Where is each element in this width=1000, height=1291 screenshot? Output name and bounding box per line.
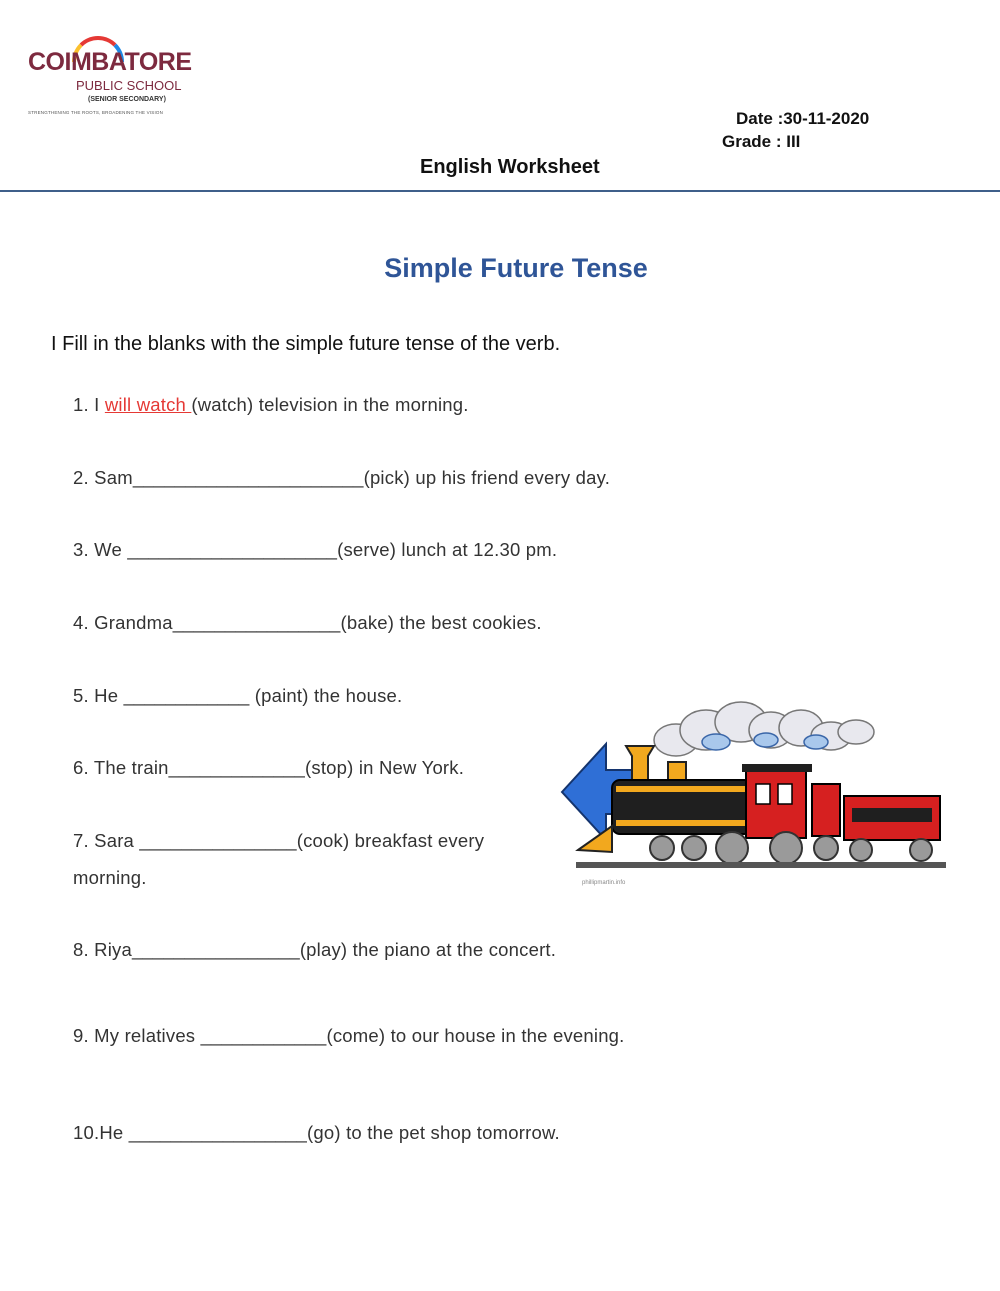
school-logo: [28, 34, 192, 124]
answer-text: will watch: [104, 394, 192, 415]
question-4: [73, 612, 542, 634]
train-illustration: [556, 700, 951, 895]
school-tagline: STRENGTHENING THE ROOTS, BROADENING THE VISION: [28, 110, 164, 115]
school-level: (SENIOR SECONDARY): [88, 96, 166, 103]
question-2: [73, 467, 610, 489]
question-text: (watch) television in the morning.: [191, 394, 469, 415]
question-number: 9. My relatives: [73, 1025, 201, 1046]
answer-blank[interactable]: ____________________: [127, 539, 338, 560]
question-number: 3. We: [73, 539, 128, 560]
image-credit: phillipmartin.info: [582, 880, 626, 886]
question-text: (go) to the pet shop tomorrow.: [307, 1122, 560, 1143]
question-text: (paint) the house.: [249, 685, 403, 706]
question-5: [73, 685, 402, 707]
question-3: [73, 539, 557, 561]
question-6: [73, 757, 464, 779]
answer-blank[interactable]: _____________: [168, 757, 306, 778]
answer-blank[interactable]: ____________: [123, 685, 250, 706]
answer-blank[interactable]: ____________: [200, 1025, 327, 1046]
answer-blank[interactable]: ______________________: [132, 467, 364, 488]
question-number: 8. Riya: [73, 939, 132, 960]
worksheet-title: English Worksheet: [420, 156, 600, 178]
train-icon: [556, 700, 951, 895]
question-text: (pick) up his friend every day.: [363, 467, 611, 488]
answer-blank[interactable]: _______________: [139, 830, 297, 851]
question-9: [73, 1025, 625, 1047]
question-number: 7. Sara: [73, 830, 140, 851]
question-7-continued: morning.: [73, 867, 147, 888]
header-divider: [0, 190, 1000, 192]
answer-blank[interactable]: ________________: [172, 612, 341, 633]
question-text: (stop) in New York.: [305, 757, 465, 778]
question-8: [73, 939, 556, 961]
answer-blank[interactable]: _________________: [128, 1122, 308, 1143]
school-name: COIMBATORE: [28, 48, 192, 76]
page-title: Simple Future Tense: [384, 253, 648, 283]
question-text: (bake) the best cookies.: [340, 612, 542, 633]
question-text: (cook) breakfast every: [296, 830, 485, 851]
question-number: 1. I: [73, 394, 105, 415]
instruction-text: I Fill in the blanks with the simple future tense of the verb.: [51, 333, 561, 355]
question-7: [73, 830, 484, 852]
question-text: (come) to our house in the evening.: [326, 1025, 625, 1046]
question-number: 6. The train: [73, 757, 169, 778]
question-number: 2. Sam: [73, 467, 133, 488]
question-1: [73, 394, 469, 416]
question-number: 5. He: [73, 685, 124, 706]
question-text: (serve) lunch at 12.30 pm.: [337, 539, 558, 560]
question-text: (play) the piano at the concert.: [299, 939, 557, 960]
date-label: Date :30-11-2020: [736, 109, 870, 128]
question-number: 10.He: [73, 1122, 129, 1143]
answer-blank[interactable]: ________________: [131, 939, 300, 960]
question-number: 4. Grandma: [73, 612, 173, 633]
school-subtitle: PUBLIC SCHOOL: [76, 78, 182, 93]
question-10: [73, 1122, 560, 1144]
grade-label: Grade : III: [722, 132, 801, 151]
